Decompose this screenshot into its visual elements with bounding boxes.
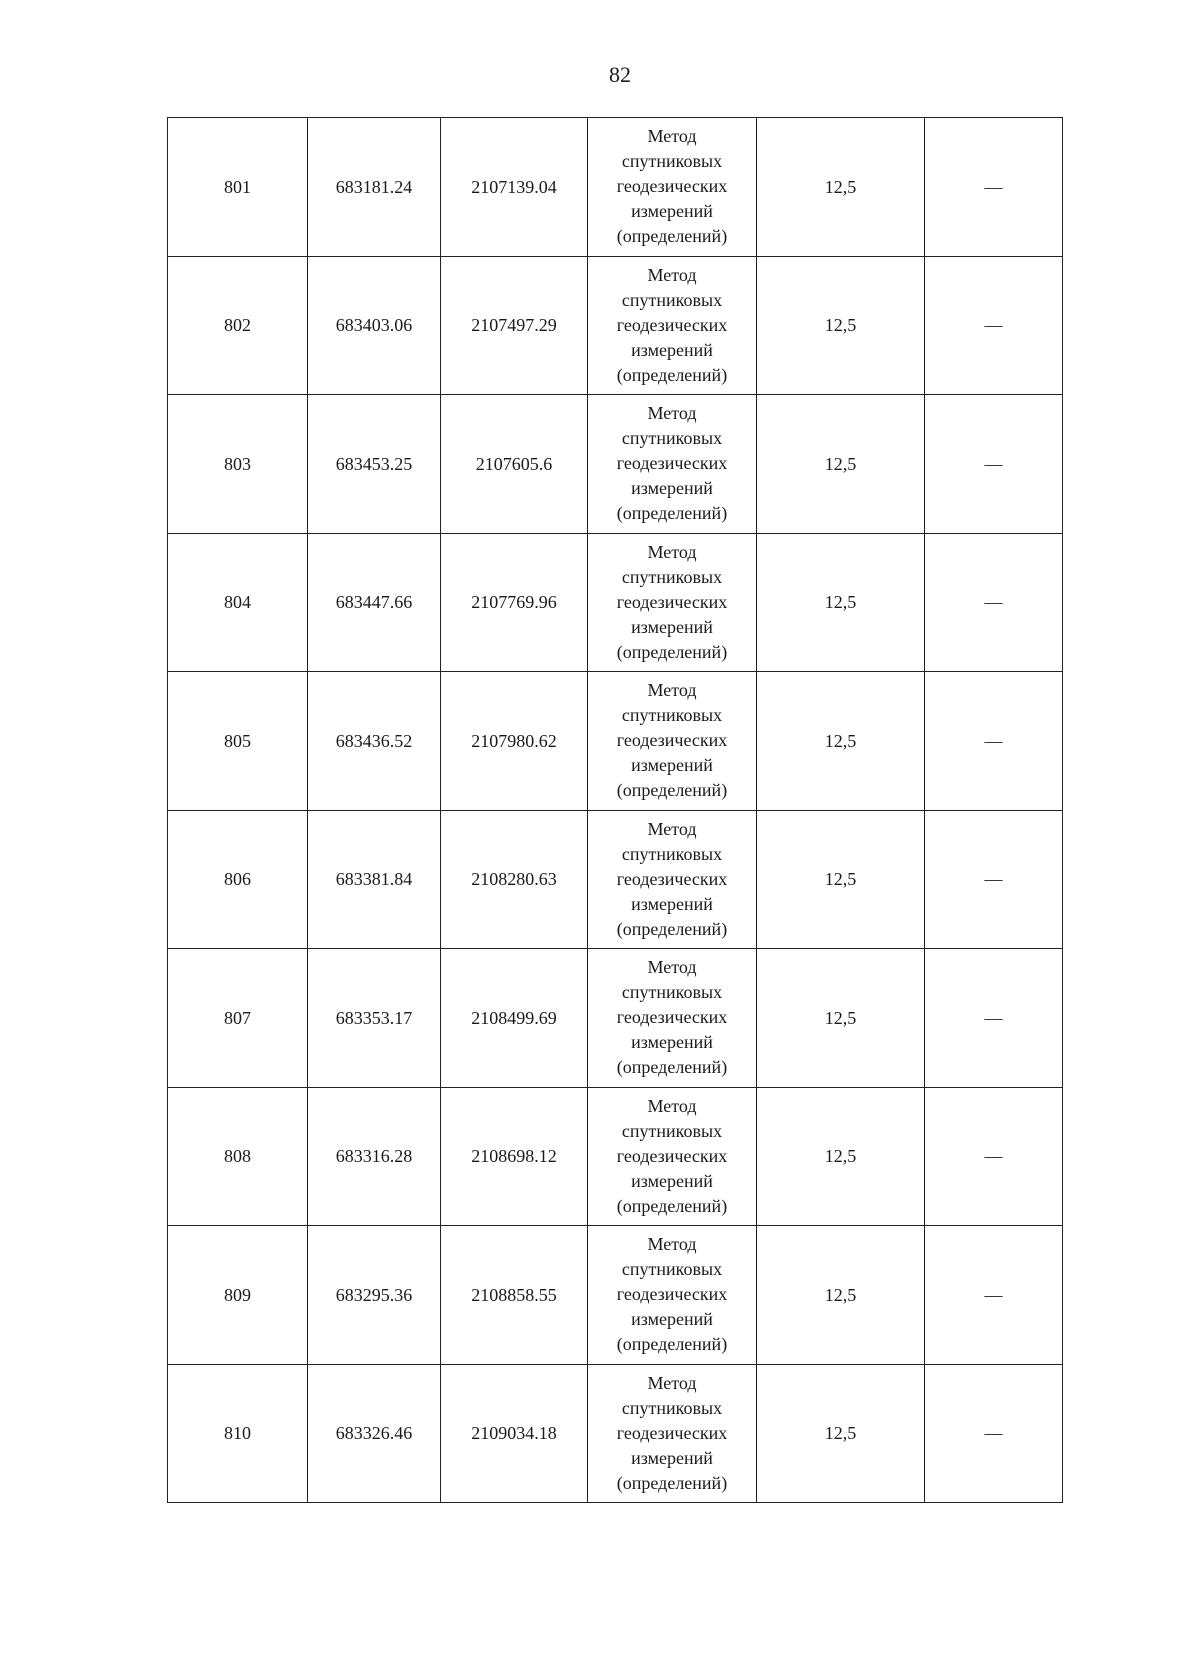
point-number-text: 801 <box>224 176 251 197</box>
precision-cell <box>757 1087 925 1226</box>
y-coordinate-text: 2107980.62 <box>471 730 557 751</box>
precision-cell <box>757 949 925 1088</box>
coordinates-table <box>167 117 1063 1503</box>
point-number-text: 806 <box>224 869 251 890</box>
point-number-text: 802 <box>224 315 251 336</box>
table-row <box>168 395 1063 534</box>
empty-value-text: — <box>984 592 1003 613</box>
precision-cell <box>757 118 925 257</box>
point-number-cell <box>168 395 308 534</box>
method-cell <box>588 949 757 1088</box>
x-coordinate-text: 683381.84 <box>335 869 413 890</box>
method-text: Метод спутниковых геодезических измерений (определений) <box>616 403 728 524</box>
method-cell <box>588 1226 757 1365</box>
empty-value-text: — <box>984 869 1003 890</box>
y-coordinate-text: 2107139.04 <box>471 176 557 197</box>
precision-text: 12,5 <box>824 592 857 613</box>
method-cell <box>588 533 757 672</box>
y-coordinate-cell <box>441 1226 588 1365</box>
method-text: Метод спутниковых геодезических измерений (определений) <box>616 541 728 662</box>
precision-cell <box>757 533 925 672</box>
x-coordinate-text: 683326.46 <box>335 1423 413 1444</box>
x-coordinate-cell <box>308 1226 441 1365</box>
method-cell <box>588 672 757 811</box>
y-coordinate-cell <box>441 395 588 534</box>
empty-value-cell <box>925 256 1063 395</box>
empty-value-cell <box>925 118 1063 257</box>
point-number-cell <box>168 1364 308 1503</box>
x-coordinate-text: 683295.36 <box>335 1284 413 1305</box>
method-text: Метод спутниковых геодезических измерений (определений) <box>616 957 728 1078</box>
precision-cell <box>757 672 925 811</box>
precision-cell <box>757 256 925 395</box>
y-coordinate-cell <box>441 672 588 811</box>
empty-value-text: — <box>984 1423 1003 1444</box>
precision-cell <box>757 1364 925 1503</box>
point-number-text: 805 <box>224 730 251 751</box>
table-row <box>168 533 1063 672</box>
y-coordinate-cell <box>441 1364 588 1503</box>
precision-text: 12,5 <box>824 453 857 474</box>
point-number-text: 807 <box>224 1007 251 1028</box>
precision-text: 12,5 <box>824 1146 857 1167</box>
method-text: Метод спутниковых геодезических измерений (определений) <box>616 1372 728 1493</box>
precision-text: 12,5 <box>824 730 857 751</box>
y-coordinate-text: 2107769.96 <box>471 592 557 613</box>
precision-text: 12,5 <box>824 1007 857 1028</box>
empty-value-text: — <box>984 1007 1003 1028</box>
page-number: 82 <box>609 62 631 87</box>
x-coordinate-cell <box>308 810 441 949</box>
empty-value-text: — <box>984 730 1003 751</box>
method-text: Метод спутниковых геодезических измерений (определений) <box>616 680 728 801</box>
empty-value-cell <box>925 395 1063 534</box>
x-coordinate-cell <box>308 118 441 257</box>
table-row <box>168 256 1063 395</box>
x-coordinate-cell <box>308 1087 441 1226</box>
table-row <box>168 810 1063 949</box>
method-text: Метод спутниковых геодезических измерений (определений) <box>616 1234 728 1355</box>
y-coordinate-cell <box>441 1087 588 1226</box>
coordinates-table-body <box>168 118 1063 1503</box>
x-coordinate-text: 683316.28 <box>335 1146 413 1167</box>
y-coordinate-cell <box>441 810 588 949</box>
x-coordinate-text: 683447.66 <box>335 592 413 613</box>
x-coordinate-text: 683436.52 <box>335 730 413 751</box>
y-coordinate-text: 2108499.69 <box>471 1007 557 1028</box>
x-coordinate-cell <box>308 949 441 1088</box>
x-coordinate-cell <box>308 533 441 672</box>
point-number-text: 803 <box>224 453 251 474</box>
method-cell <box>588 1087 757 1226</box>
empty-value-cell <box>925 810 1063 949</box>
point-number-cell <box>168 1087 308 1226</box>
empty-value-cell <box>925 1226 1063 1365</box>
method-cell <box>588 118 757 257</box>
x-coordinate-text: 683403.06 <box>335 315 413 336</box>
point-number-cell <box>168 118 308 257</box>
point-number-text: 810 <box>224 1423 251 1444</box>
table-row <box>168 672 1063 811</box>
method-text: Метод спутниковых геодезических измерений (определений) <box>616 1095 728 1216</box>
point-number-cell <box>168 949 308 1088</box>
y-coordinate-cell <box>441 256 588 395</box>
point-number-text: 809 <box>224 1284 251 1305</box>
point-number-cell <box>168 256 308 395</box>
precision-cell <box>757 1226 925 1365</box>
x-coordinate-cell <box>308 395 441 534</box>
method-cell <box>588 256 757 395</box>
method-text: Метод спутниковых геодезических измерений (определений) <box>616 126 728 247</box>
empty-value-cell <box>925 949 1063 1088</box>
precision-text: 12,5 <box>824 1284 857 1305</box>
y-coordinate-text: 2108698.12 <box>471 1146 557 1167</box>
x-coordinate-cell <box>308 1364 441 1503</box>
point-number-text: 808 <box>224 1146 251 1167</box>
point-number-cell <box>168 533 308 672</box>
table-row <box>168 1087 1063 1226</box>
empty-value-cell <box>925 1364 1063 1503</box>
x-coordinate-text: 683181.24 <box>335 176 413 197</box>
y-coordinate-cell <box>441 533 588 672</box>
table-row <box>168 118 1063 257</box>
empty-value-cell <box>925 1087 1063 1226</box>
method-text: Метод спутниковых геодезических измерений (определений) <box>616 818 728 939</box>
precision-cell <box>757 395 925 534</box>
x-coordinate-cell <box>308 672 441 811</box>
point-number-cell <box>168 1226 308 1365</box>
point-number-text: 804 <box>224 592 251 613</box>
table-row <box>168 1364 1063 1503</box>
empty-value-text: — <box>984 1284 1003 1305</box>
precision-text: 12,5 <box>824 176 857 197</box>
empty-value-text: — <box>984 453 1003 474</box>
y-coordinate-text: 2108280.63 <box>471 869 557 890</box>
precision-text: 12,5 <box>824 869 857 890</box>
empty-value-cell <box>925 672 1063 811</box>
empty-value-cell <box>925 533 1063 672</box>
precision-text: 12,5 <box>824 1423 857 1444</box>
empty-value-text: — <box>984 176 1003 197</box>
y-coordinate-text: 2109034.18 <box>471 1423 557 1444</box>
method-cell <box>588 810 757 949</box>
empty-value-text: — <box>984 1146 1003 1167</box>
point-number-cell <box>168 672 308 811</box>
empty-value-text: — <box>984 315 1003 336</box>
table-row <box>168 949 1063 1088</box>
x-coordinate-text: 683453.25 <box>335 453 413 474</box>
point-number-cell <box>168 810 308 949</box>
y-coordinate-cell <box>441 949 588 1088</box>
method-text: Метод спутниковых геодезических измерений (определений) <box>616 264 728 385</box>
precision-cell <box>757 810 925 949</box>
x-coordinate-cell <box>308 256 441 395</box>
precision-text: 12,5 <box>824 315 857 336</box>
x-coordinate-text: 683353.17 <box>335 1007 413 1028</box>
method-cell <box>588 1364 757 1503</box>
y-coordinate-cell <box>441 118 588 257</box>
method-cell <box>588 395 757 534</box>
table-row <box>168 1226 1063 1365</box>
y-coordinate-text: 2107497.29 <box>471 315 557 336</box>
y-coordinate-text: 2107605.6 <box>475 453 553 474</box>
y-coordinate-text: 2108858.55 <box>471 1284 557 1305</box>
